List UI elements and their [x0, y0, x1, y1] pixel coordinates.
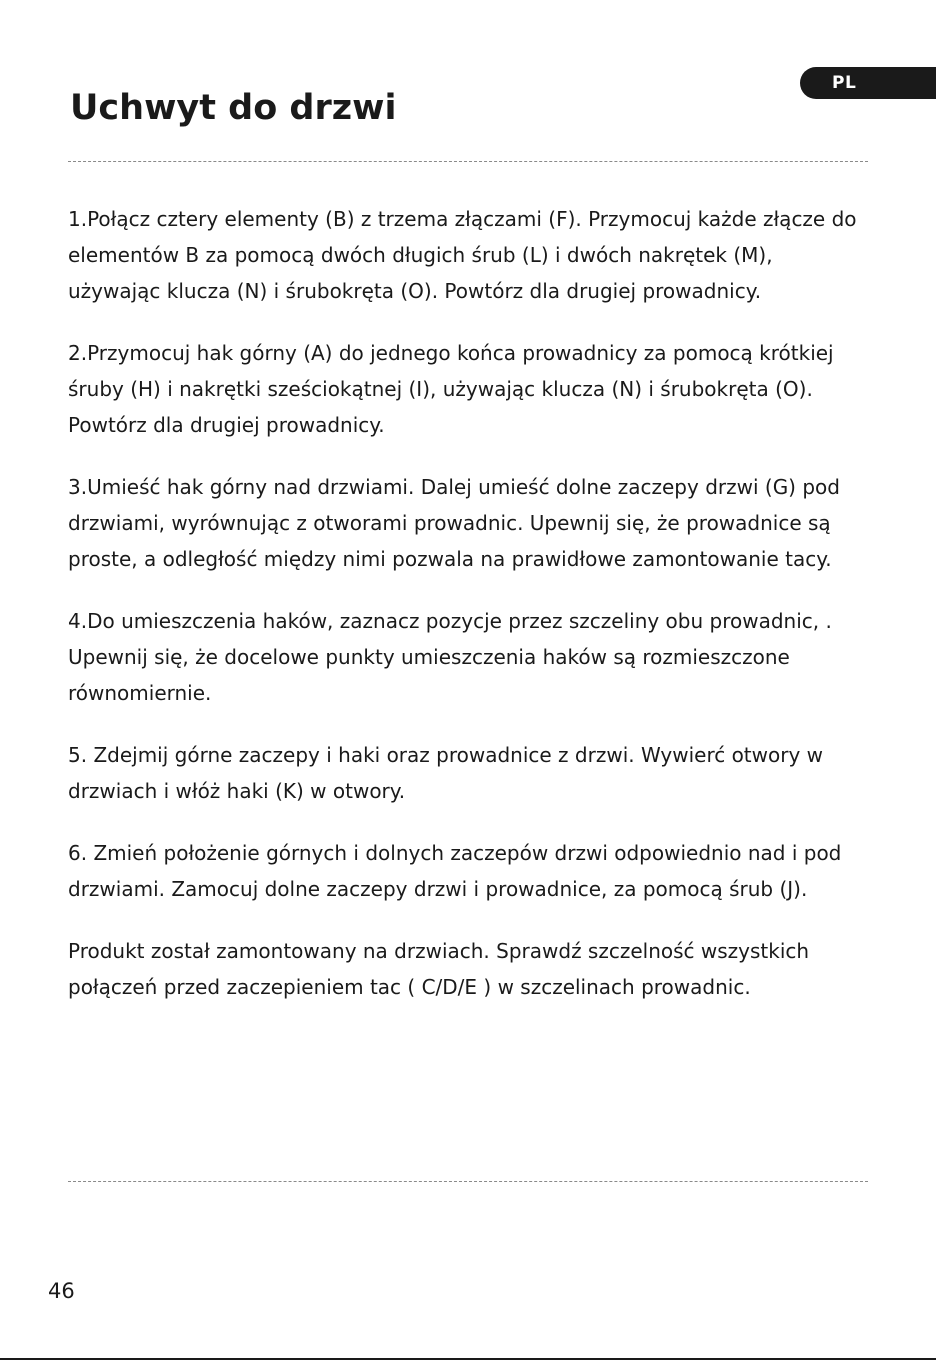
instruction-step-3: 3.Umieść hak górny nad drzwiami. Dalej umieść dolne zaczepy drzwi (G) pod drzwiami, wyrównując z otworami prowadnic. Upewnij się, że prowadnice są proste, a odległość między nimi pozwala na prawidłowe zamontowanie tacy. [68, 475, 840, 571]
bottom-divider [68, 1181, 868, 1182]
instruction-step-1: 1.Połącz cztery elementy (B) z trzema złączami (F). Przymocuj każde złącze do elementów B za pomocą dwóch długich śrub (L) i dwóch nakrętek (M), używając klucza (N) i śrubokręta (O). Powtórz dla drugiej prowadnicy. [68, 207, 857, 303]
instruction-step-2: 2.Przymocuj hak górny (A) do jednego końca prowadnicy za pomocą krótkiej śruby (H) i nakrętki sześciokątnej (I), używając klucza (N) i śrubokręta (O). Powtórz dla drugiej prowadnicy. [68, 341, 834, 437]
page-title: Uchwyt do drzwi [70, 88, 397, 128]
instruction-step-6: 6. Zmień położenie górnych i dolnych zaczepów drzwi odpowiednio nad i pod drzwiami. Zamocuj dolne zaczepy drzwi i prowadnice, za pomocą śrub (J). [68, 841, 842, 901]
top-divider [68, 161, 868, 162]
page-bottom-rule [0, 1358, 936, 1360]
page-number: 46 [48, 1279, 75, 1303]
instructions-body [68, 201, 868, 1031]
instruction-step-5: 5. Zdejmij górne zaczepy i haki oraz prowadnice z drzwi. Wywierć otwory w drzwiach i włóż haki (K) w otwory. [68, 743, 824, 803]
instruction-step-4: 4.Do umieszczenia haków, zaznacz pozycje przez szczeliny obu prowadnic, . Upewnij się, że docelowe punkty umieszczenia haków są rozmieszczone równomiernie. [68, 609, 832, 705]
language-badge: PL [800, 67, 936, 99]
instruction-final-note: Produkt został zamontowany na drzwiach. Sprawdź szczelność wszystkich połączeń przed zaczepieniem tac ( C/D/E ) w szczelinach prowadnic. [68, 939, 810, 999]
